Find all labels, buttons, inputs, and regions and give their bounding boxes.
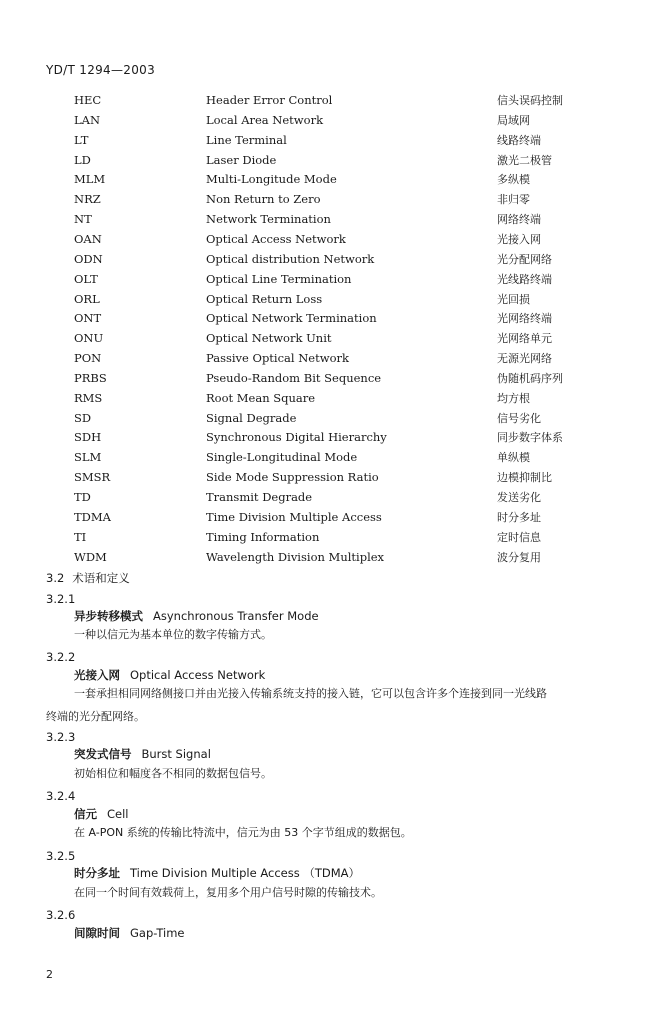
abbreviation-code: TDMA — [74, 509, 111, 524]
term-chinese: 信元 — [74, 807, 97, 821]
term-chinese: 时分多址 — [74, 866, 120, 880]
abbreviation-english: Optical Access Network — [206, 231, 346, 246]
term-heading — [74, 608, 319, 624]
definition-text: 在 A-PON 系统的传输比特流中，信元为由 53 个字节组成的数据包。 — [74, 826, 412, 839]
abbreviation-english: Optical Network Termination — [206, 311, 377, 326]
abbreviation-code: NRZ — [74, 192, 101, 207]
abbreviation-chinese: 时分多址 — [497, 510, 541, 524]
abbreviation-chinese: 定时信息 — [497, 530, 541, 544]
clause-number: 3.2.3 — [46, 730, 76, 744]
clause-number: 3.2.6 — [46, 908, 76, 922]
abbreviation-chinese: 信号劣化 — [497, 411, 541, 425]
section-number: 3.2 — [46, 571, 65, 585]
abbreviation-code: ONT — [74, 311, 102, 326]
abbreviation-chinese: 光分配网络 — [497, 252, 552, 266]
term-heading — [74, 667, 265, 683]
term-english: Time Division Multiple Access （TDMA） — [130, 866, 361, 880]
clause-number: 3.2.2 — [46, 650, 76, 664]
abbreviation-row — [0, 329, 671, 348]
term-english: Burst Signal — [141, 747, 211, 761]
abbreviation-code: PRBS — [74, 370, 107, 385]
abbreviation-row — [0, 548, 671, 567]
standard-code: YD/T 1294—2003 — [46, 63, 156, 77]
clause-number: 3.2.1 — [46, 592, 76, 606]
abbreviation-english: Transmit Degrade — [206, 490, 313, 504]
term-chinese: 间隙时间 — [74, 926, 120, 940]
abbreviation-chinese: 光线路终端 — [497, 272, 552, 286]
abbreviation-chinese: 光接入网 — [497, 232, 541, 246]
abbreviation-code: TD — [74, 490, 91, 504]
abbreviation-english: Side Mode Suppression Ratio — [206, 470, 379, 485]
term-heading — [74, 865, 360, 881]
term-english: Asynchronous Transfer Mode — [153, 609, 319, 623]
term-english: Gap-Time — [130, 926, 185, 940]
abbreviation-english: Optical Network Unit — [206, 331, 332, 346]
abbreviation-english: Signal Degrade — [206, 410, 297, 425]
definition-text: 在同一个时间有效载荷上，复用多个用户信号时隙的传输技术。 — [74, 886, 382, 899]
term-english: Cell — [107, 807, 129, 821]
abbreviation-row — [0, 190, 671, 209]
abbreviation-chinese: 光网络单元 — [497, 332, 552, 346]
abbreviation-row — [0, 508, 671, 527]
abbreviation-code: ORL — [74, 291, 100, 306]
abbreviation-english: Non Return to Zero — [206, 192, 321, 207]
abbreviation-code: PON — [74, 351, 102, 366]
abbreviation-english: Pseudo-Random Bit Sequence — [206, 370, 382, 385]
abbreviation-row — [0, 151, 671, 170]
clause-number: 3.2.4 — [46, 789, 76, 803]
abbreviation-chinese: 信头误码控制 — [497, 94, 563, 107]
abbreviation-english: Local Area Network — [206, 112, 324, 127]
term-heading — [74, 746, 211, 762]
abbreviation-code: TI — [74, 529, 87, 544]
abbreviation-row — [0, 230, 671, 249]
abbreviation-chinese: 光网络终端 — [497, 312, 552, 326]
abbreviation-english: Multi-Longitude Mode — [206, 172, 337, 187]
abbreviation-row — [0, 111, 671, 130]
abbreviation-english: Root Mean Square — [206, 390, 316, 405]
abbreviation-english: Laser Diode — [206, 152, 277, 167]
term-heading — [74, 925, 185, 941]
abbreviation-row — [0, 468, 671, 487]
abbreviation-english: Timing Information — [206, 529, 320, 544]
abbreviation-chinese: 波分复用 — [497, 550, 541, 564]
abbreviation-chinese: 激光二极管 — [497, 153, 552, 167]
abbreviation-row — [0, 349, 671, 368]
abbreviation-chinese: 伪随机码序列 — [497, 371, 563, 385]
page-number: 2 — [46, 968, 53, 981]
abbreviation-code: SDH — [74, 430, 102, 445]
abbreviation-code: SLM — [74, 450, 102, 465]
abbreviation-english: Single-Longitudinal Mode — [206, 450, 358, 465]
definition-text: 一套承担相同网络侧接口并由光接入传输系统支持的接入链，它可以包含许多个连接到同一光线路 — [74, 687, 547, 700]
abbreviation-chinese: 单纵模 — [497, 451, 530, 465]
abbreviation-code: WDM — [74, 549, 107, 564]
abbreviation-chinese: 边模抑制比 — [497, 471, 552, 485]
abbreviation-english: Line Terminal — [206, 132, 287, 147]
abbreviation-row — [0, 428, 671, 447]
abbreviation-row — [0, 488, 671, 507]
abbreviation-english: Network Termination — [206, 212, 331, 227]
term-chinese: 光接入网 — [74, 668, 120, 682]
abbreviation-chinese: 多纵模 — [497, 173, 530, 187]
abbreviation-row — [0, 250, 671, 269]
abbreviation-english: Wavelength Division Multiplex — [206, 549, 385, 564]
abbreviation-row — [0, 131, 671, 150]
abbreviation-chinese: 网络终端 — [497, 213, 541, 227]
abbreviation-row — [0, 448, 671, 467]
abbreviation-code: LT — [74, 132, 89, 147]
abbreviation-row — [0, 389, 671, 408]
section-title: 术语和定义 — [72, 571, 130, 585]
abbreviation-chinese: 同步数字体系 — [497, 431, 563, 445]
abbreviation-chinese: 线路终端 — [497, 133, 541, 147]
abbreviation-english: Optical Return Loss — [206, 291, 323, 306]
abbreviation-code: ODN — [74, 251, 103, 266]
abbreviation-code: OAN — [74, 231, 102, 246]
definition-text: 一种以信元为基本单位的数字传输方式。 — [74, 628, 272, 641]
abbreviation-chinese: 非归零 — [497, 193, 530, 207]
abbreviation-chinese: 局域网 — [497, 113, 530, 127]
term-chinese: 异步转移模式 — [74, 609, 143, 623]
abbreviation-code: SD — [74, 410, 92, 425]
abbreviation-code: OLT — [74, 271, 98, 286]
abbreviation-row — [0, 290, 671, 309]
abbreviation-row — [0, 369, 671, 388]
abbreviation-code: MLM — [74, 172, 106, 187]
abbreviation-chinese: 无源光网络 — [497, 352, 552, 366]
abbreviation-code: SMSR — [74, 470, 111, 485]
definition-text: 初始相位和幅度各不相同的数据包信号。 — [74, 767, 272, 780]
abbreviation-english: Time Division Multiple Access — [206, 509, 382, 524]
clause-number: 3.2.5 — [46, 849, 76, 863]
term-english: Optical Access Network — [130, 668, 266, 682]
abbreviation-english: Header Error Control — [206, 93, 333, 107]
abbreviation-row — [0, 528, 671, 547]
abbreviation-english: Optical Line Termination — [206, 271, 352, 286]
term-chinese: 突发式信号 — [74, 747, 132, 761]
abbreviation-english: Synchronous Digital Hierarchy — [206, 430, 387, 445]
abbreviation-row — [0, 309, 671, 328]
abbreviation-code: LD — [74, 152, 91, 167]
term-heading — [74, 806, 129, 822]
abbreviation-code: NT — [74, 212, 92, 227]
section-heading — [46, 570, 130, 586]
abbreviation-code: ONU — [74, 331, 104, 346]
abbreviation-chinese: 均方根 — [497, 391, 530, 405]
abbreviation-row — [0, 270, 671, 289]
abbreviation-chinese: 发送劣化 — [497, 491, 541, 504]
abbreviation-chinese: 光回损 — [497, 292, 530, 306]
abbreviation-row — [0, 170, 671, 189]
abbreviation-english: Optical distribution Network — [206, 251, 375, 266]
abbreviation-code: LAN — [74, 112, 101, 127]
abbreviation-row — [0, 210, 671, 229]
abbreviation-row — [0, 409, 671, 428]
abbreviation-row — [0, 91, 671, 110]
abbreviation-code: RMS — [74, 390, 103, 405]
abbreviation-english: Passive Optical Network — [206, 351, 349, 366]
abbreviation-code: HEC — [74, 93, 102, 107]
definition-text: 终端的光分配网络。 — [46, 710, 145, 723]
